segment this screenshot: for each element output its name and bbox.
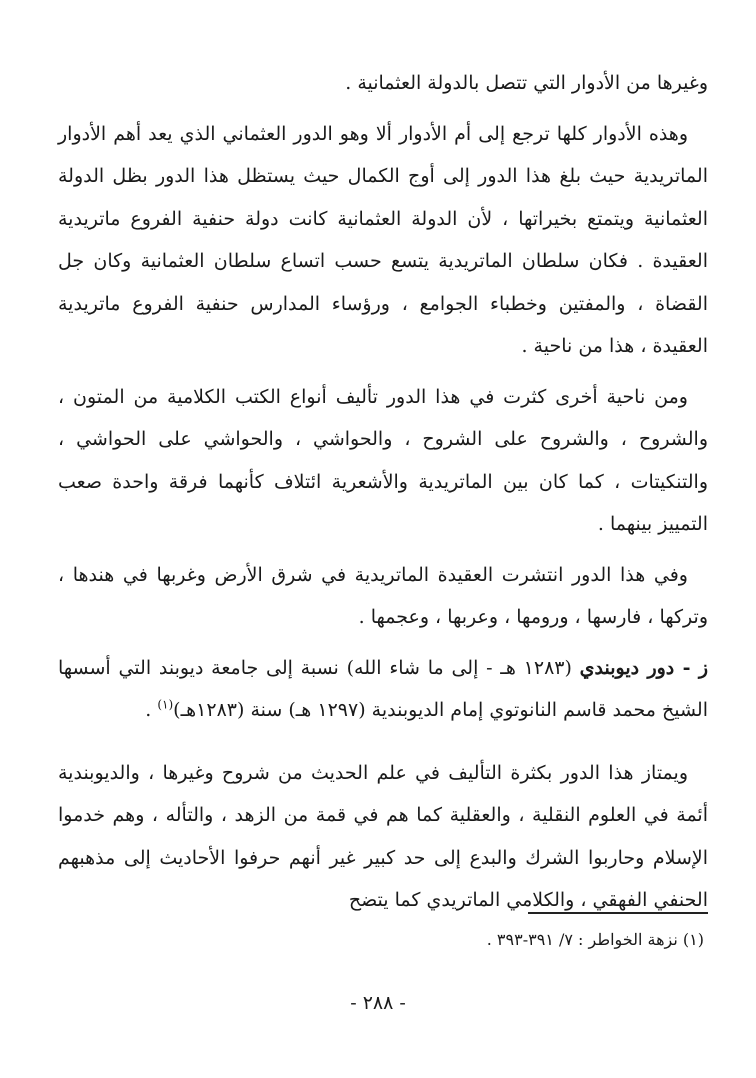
footnote-divider bbox=[528, 912, 708, 914]
paragraph-2: وهذه الأدوار كلها ترجع إلى أم الأدوار ألا وهو الدور العثماني الذي يعد أهم الأدوار الماتريدية حيث بلغ هذا الدور إلى أوج الكمال حيث يستظل هذا الدور بظل الدولة العثمانية ويتمتع بخيراتها ، لأن الدولة العثمانية كانت دولة حنفية الفروع ماتريدية العقيدة . فكان سلطان الماتريدية يتسع حسب اتساع سلطان العثمانية وكان جل القضاة ، والمفتين وخطباء الجوامع ، ورؤساء المدارس حنفية الفروع ماتريدية العقيدة ، هذا من ناحية . bbox=[58, 122, 708, 357]
paragraph-4: وفي هذا الدور انتشرت العقيدة الماتريدية في شرق الأرض وغربها في هندها ، وتركها ، فارسها ، ورومها ، وعربها ، وعجمها . bbox=[58, 563, 708, 628]
footnote: (١) نزهة الخواطر : ٧/ ٣٩١-٣٩٣ . bbox=[486, 930, 704, 949]
paragraph-5 bbox=[58, 647, 708, 732]
paragraph-1: وغيرها من الأدوار التي تتصل بالدولة العثمانية . bbox=[345, 72, 708, 94]
section-heading: ز - دور ديوبندي bbox=[579, 656, 708, 679]
paragraph-5-text: (١٢٨٣ هـ - إلى ما شاء الله) نسبة إلى جامعة ديوبند التي أسسها الشيخ محمد قاسم النانوتوي إمام الديوبندية (١٢٩٧ هـ) سنة (١٢٨٣هـ) bbox=[58, 656, 708, 721]
footnote-reference[interactable]: (١) bbox=[157, 697, 174, 712]
page-number: - ٢٨٨ - bbox=[350, 992, 406, 1014]
paragraph-5-end: . bbox=[145, 699, 158, 721]
paragraph-6: ويمتاز هذا الدور بكثرة التأليف في علم الحديث من شروح وغيرها ، والديوبندية أئمة في العلوم النقلية ، والعقلية كما هم في قمة من الزهد ، والتأله ، وهم خدموا الإسلام وحاربوا الشرك والبدع إلى حد كبير غير أنهم حرفوا الأحاديث إلى مذهبهم الحنفي الفهقي ، والكلامي الماتريدي كما يتضح bbox=[58, 761, 708, 911]
paragraph-3: ومن ناحية أخرى كثرت في هذا الدور تأليف أنواع الكتب الكلامية من المتون ، والشروح ، والشروح على الشروح ، والحواشي ، والحواشي على الحواشي ، والتنكيتات ، كما كان بين الماتريدية والأشعرية ائتلاف كأنهما فرقة واحدة صعب التمييز بينهما . bbox=[58, 385, 708, 535]
